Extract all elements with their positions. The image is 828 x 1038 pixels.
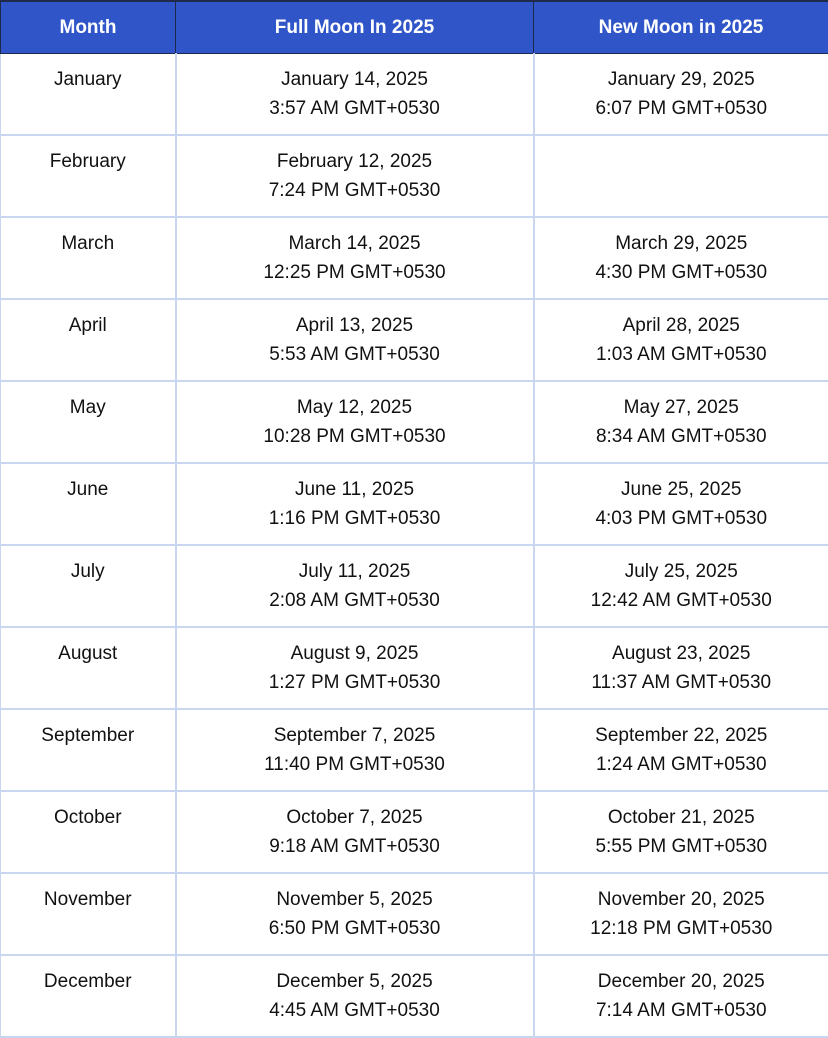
new-moon-date: April 28, 2025 xyxy=(535,311,828,340)
full-moon-date: December 5, 2025 xyxy=(177,967,533,996)
full-moon-time: 3:57 AM GMT+0530 xyxy=(177,94,533,123)
full-moon-time: 11:40 PM GMT+0530 xyxy=(177,750,533,779)
new-moon-date: October 21, 2025 xyxy=(535,803,828,832)
new-moon-cell xyxy=(534,545,828,627)
table-row xyxy=(1,545,828,627)
month-cell xyxy=(1,463,176,545)
month-label: January xyxy=(1,65,175,94)
full-moon-time: 1:27 PM GMT+0530 xyxy=(177,668,533,697)
full-moon-date: April 13, 2025 xyxy=(177,311,533,340)
full-moon-date: August 9, 2025 xyxy=(177,639,533,668)
new-moon-time: 7:14 AM GMT+0530 xyxy=(535,996,828,1025)
new-moon-time: 4:03 PM GMT+0530 xyxy=(535,504,828,533)
new-moon-time: 1:03 AM GMT+0530 xyxy=(535,340,828,369)
new-moon-time: 8:34 AM GMT+0530 xyxy=(535,422,828,451)
new-moon-cell xyxy=(534,463,828,545)
full-moon-cell xyxy=(176,955,534,1037)
new-moon-date: December 20, 2025 xyxy=(535,967,828,996)
new-moon-time: 5:55 PM GMT+0530 xyxy=(535,832,828,861)
full-moon-cell xyxy=(176,627,534,709)
full-moon-cell xyxy=(176,54,534,136)
full-moon-time: 1:16 PM GMT+0530 xyxy=(177,504,533,533)
full-moon-date: November 5, 2025 xyxy=(177,885,533,914)
new-moon-cell xyxy=(534,955,828,1037)
month-label: April xyxy=(1,311,175,340)
full-moon-cell xyxy=(176,709,534,791)
full-moon-date: January 14, 2025 xyxy=(177,65,533,94)
table-row xyxy=(1,299,828,381)
new-moon-date: November 20, 2025 xyxy=(535,885,828,914)
full-moon-cell xyxy=(176,135,534,217)
full-moon-time: 6:50 PM GMT+0530 xyxy=(177,914,533,943)
month-cell xyxy=(1,873,176,955)
full-moon-date: September 7, 2025 xyxy=(177,721,533,750)
month-cell xyxy=(1,54,176,136)
new-moon-cell xyxy=(534,381,828,463)
month-label: September xyxy=(1,721,175,750)
new-moon-date: June 25, 2025 xyxy=(535,475,828,504)
full-moon-time: 10:28 PM GMT+0530 xyxy=(177,422,533,451)
new-moon-cell xyxy=(534,873,828,955)
month-label: October xyxy=(1,803,175,832)
month-label: November xyxy=(1,885,175,914)
table-row xyxy=(1,217,828,299)
new-moon-date: January 29, 2025 xyxy=(535,65,828,94)
month-label: May xyxy=(1,393,175,422)
full-moon-time: 4:45 AM GMT+0530 xyxy=(177,996,533,1025)
table-row xyxy=(1,135,828,217)
month-cell xyxy=(1,545,176,627)
new-moon-time: 11:37 AM GMT+0530 xyxy=(535,668,828,697)
new-moon-time: 6:07 PM GMT+0530 xyxy=(535,94,828,123)
new-moon-cell xyxy=(534,627,828,709)
month-cell xyxy=(1,627,176,709)
full-moon-cell xyxy=(176,873,534,955)
full-moon-date: July 11, 2025 xyxy=(177,557,533,586)
header-new-moon: New Moon in 2025 xyxy=(534,1,828,54)
month-cell xyxy=(1,381,176,463)
month-cell xyxy=(1,135,176,217)
month-label: June xyxy=(1,475,175,504)
month-label: July xyxy=(1,557,175,586)
full-moon-cell xyxy=(176,791,534,873)
header-month: Month xyxy=(1,1,176,54)
table-row xyxy=(1,627,828,709)
table-row xyxy=(1,791,828,873)
full-moon-time: 2:08 AM GMT+0530 xyxy=(177,586,533,615)
full-moon-time: 12:25 PM GMT+0530 xyxy=(177,258,533,287)
full-moon-time: 9:18 AM GMT+0530 xyxy=(177,832,533,861)
new-moon-date: September 22, 2025 xyxy=(535,721,828,750)
full-moon-cell xyxy=(176,217,534,299)
new-moon-cell xyxy=(534,135,828,217)
table-row xyxy=(1,955,828,1037)
header-full-moon: Full Moon In 2025 xyxy=(176,1,534,54)
new-moon-date: March 29, 2025 xyxy=(535,229,828,258)
new-moon-time: 12:42 AM GMT+0530 xyxy=(535,586,828,615)
full-moon-date: February 12, 2025 xyxy=(177,147,533,176)
table-row xyxy=(1,873,828,955)
table-body xyxy=(1,54,828,1038)
month-cell xyxy=(1,217,176,299)
table-row xyxy=(1,54,828,136)
new-moon-time: 4:30 PM GMT+0530 xyxy=(535,258,828,287)
new-moon-cell xyxy=(534,217,828,299)
new-moon-date: May 27, 2025 xyxy=(535,393,828,422)
new-moon-time: 1:24 AM GMT+0530 xyxy=(535,750,828,779)
full-moon-date: June 11, 2025 xyxy=(177,475,533,504)
header-row xyxy=(1,1,828,54)
full-moon-cell xyxy=(176,299,534,381)
month-label: December xyxy=(1,967,175,996)
new-moon-date: August 23, 2025 xyxy=(535,639,828,668)
month-label: August xyxy=(1,639,175,668)
new-moon-date: July 25, 2025 xyxy=(535,557,828,586)
new-moon-cell xyxy=(534,709,828,791)
full-moon-cell xyxy=(176,545,534,627)
full-moon-cell xyxy=(176,381,534,463)
month-cell xyxy=(1,955,176,1037)
full-moon-cell xyxy=(176,463,534,545)
month-cell xyxy=(1,299,176,381)
full-moon-time: 5:53 AM GMT+0530 xyxy=(177,340,533,369)
full-moon-date: October 7, 2025 xyxy=(177,803,533,832)
new-moon-cell xyxy=(534,54,828,136)
table-header xyxy=(1,1,828,54)
month-cell xyxy=(1,709,176,791)
month-cell xyxy=(1,791,176,873)
new-moon-time: 12:18 PM GMT+0530 xyxy=(535,914,828,943)
table-row xyxy=(1,463,828,545)
full-moon-time: 7:24 PM GMT+0530 xyxy=(177,176,533,205)
month-label: March xyxy=(1,229,175,258)
table-row xyxy=(1,381,828,463)
month-label: February xyxy=(1,147,175,176)
table-row xyxy=(1,709,828,791)
full-moon-date: May 12, 2025 xyxy=(177,393,533,422)
new-moon-cell xyxy=(534,299,828,381)
new-moon-cell xyxy=(534,791,828,873)
full-moon-date: March 14, 2025 xyxy=(177,229,533,258)
